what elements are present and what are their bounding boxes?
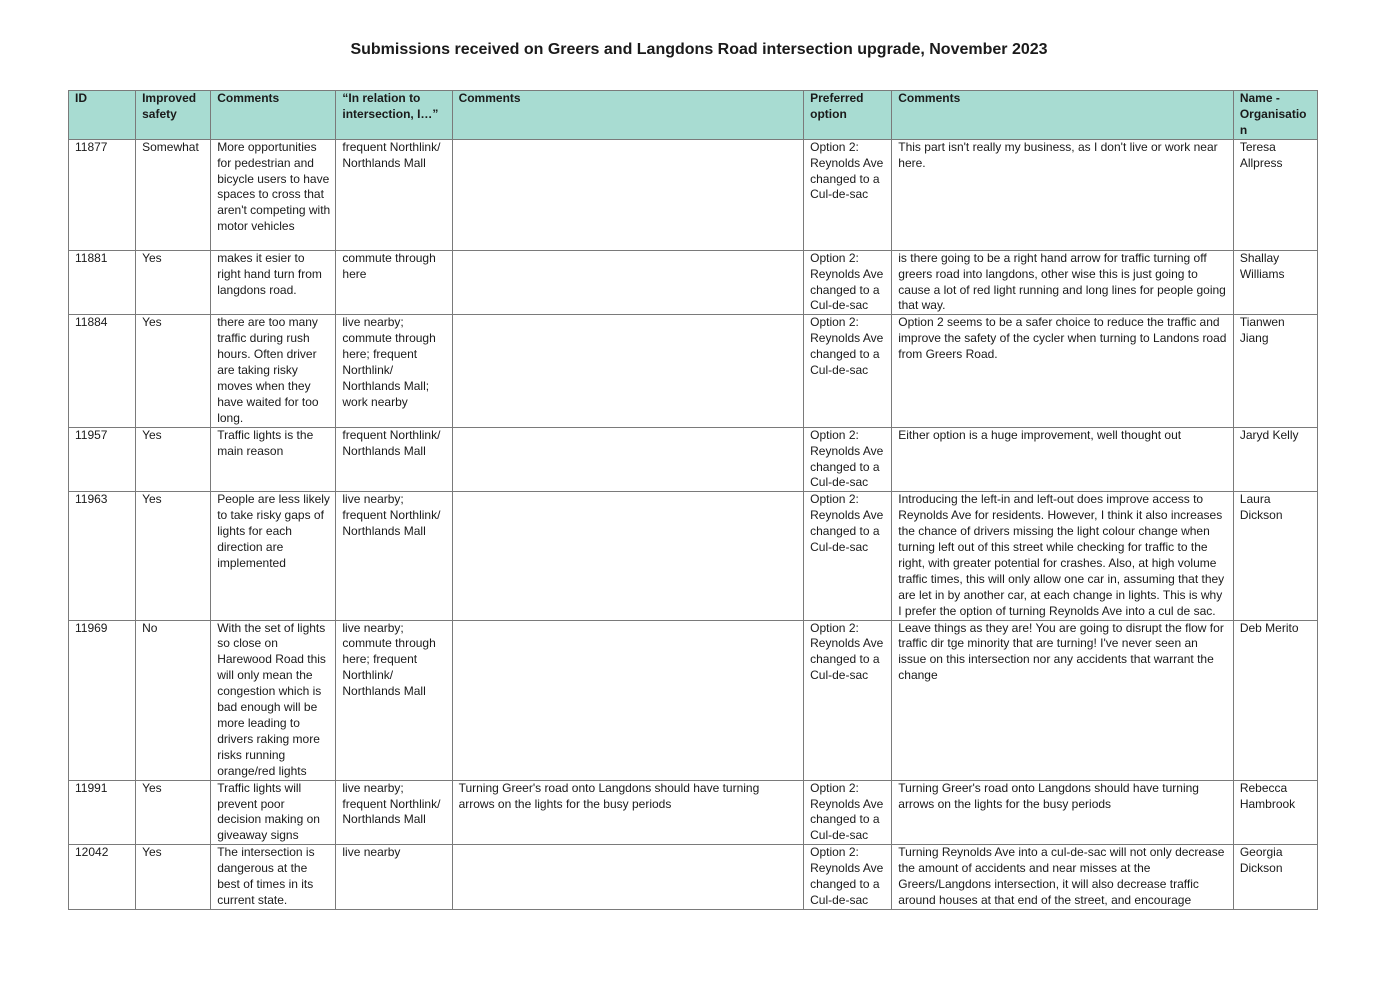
cell-id: 11969 [69,620,136,780]
cell-option: Option 2: Reynolds Ave changed to a Cul-de-sac [804,139,892,250]
cell-safety: Yes [136,315,211,427]
cell-id: 11881 [69,250,136,315]
cell-option: Option 2: Reynolds Ave changed to a Cul-de-sac [804,845,892,910]
cell-comment [452,845,804,910]
cell-option: Option 2: Reynolds Ave changed to a Cul-de-sac [804,315,892,427]
cell-comment: Traffic lights will prevent poor decision making on giveaway signs [211,780,336,845]
cell-comment [452,620,804,780]
table-row [69,492,1318,620]
cell-id: 11877 [69,139,136,250]
cell-comment: This part isn't really my business, as I don't live or work near here. [892,139,1234,250]
cell-relation: live nearby [336,845,452,910]
cell-safety: Yes [136,780,211,845]
cell-comment: The intersection is dangerous at the best of times in its current state. [211,845,336,910]
cell-safety: Somewhat [136,139,211,250]
cell-option: Option 2: Reynolds Ave changed to a Cul-de-sac [804,780,892,845]
table-row [69,780,1318,845]
cell-comment [452,250,804,315]
cell-name: Georgia Dickson [1233,845,1317,910]
cell-option: Option 2: Reynolds Ave changed to a Cul-de-sac [804,492,892,620]
cell-name: Teresa Allpress [1233,139,1317,250]
submissions-table [68,90,1318,910]
cell-name: Deb Merito [1233,620,1317,780]
cell-option: Option 2: Reynolds Ave changed to a Cul-de-sac [804,427,892,492]
cell-comment [452,427,804,492]
column-header-comments: Comments [892,91,1234,140]
cell-id: 11991 [69,780,136,845]
cell-safety: Yes [136,427,211,492]
table-row [69,315,1318,427]
cell-name: Rebecca Hambrook [1233,780,1317,845]
cell-relation: frequent Northlink/ Northlands Mall [336,427,452,492]
cell-name: Shallay Williams [1233,250,1317,315]
cell-comment: Traffic lights is the main reason [211,427,336,492]
column-header-comments: Comments [452,91,804,140]
cell-id: 11884 [69,315,136,427]
cell-comment: People are less likely to take risky gaps of lights for each direction are implemented [211,492,336,620]
header-row [69,91,1318,140]
cell-safety: Yes [136,492,211,620]
cell-comment: Introducing the left-in and left-out does improve access to Reynolds Ave for residents. However, I think it also increases the chance of drivers missing the light colour change when turning left out of this street while checking for traffic to the right, with greater potential for crashes. Also, at high volume traffic times, this will only allow one car in, assuming that they are let in by another car, at each change in lights. This is why I prefer the option of turning Reynolds Ave into a cul de sac. [892,492,1234,620]
page-title: Submissions received on Greers and Langdons Road intersection upgrade, November 2023 [350,41,1048,58]
cell-id: 11963 [69,492,136,620]
column-header-improved-safety: Improved safety [136,91,211,140]
cell-comment: Turning Greer's road onto Langdons should have turning arrows on the lights for the busy periods [892,780,1234,845]
column-header-name-organisation: Name - Organisation [1233,91,1317,140]
cell-comment: Turning Reynolds Ave into a cul-de-sac will not only decrease the amount of accidents and near misses at the Greers/Langdons intersection, it will also decrease traffic around houses at that end of the street, and encourage [892,845,1234,910]
cell-comment: there are too many traffic during rush hours. Often driver are taking risky moves when they have waited for too long. [211,315,336,427]
column-header-preferred-option: Preferred option [804,91,892,140]
cell-relation: live nearby; frequent Northlink/ Northlands Mall [336,780,452,845]
cell-relation: live nearby; frequent Northlink/ Northlands Mall [336,492,452,620]
column-header-comments: Comments [211,91,336,140]
cell-name: Tianwen Jiang [1233,315,1317,427]
cell-name: Laura Dickson [1233,492,1317,620]
cell-relation: live nearby; commute through here; frequent Northlink/ Northlands Mall; work nearby [336,315,452,427]
cell-safety: No [136,620,211,780]
cell-relation: commute through here [336,250,452,315]
cell-comment: Option 2 seems to be a safer choice to reduce the traffic and improve the safety of the cycler when turning to Landons road from Greers Road. [892,315,1234,427]
cell-option: Option 2: Reynolds Ave changed to a Cul-de-sac [804,250,892,315]
table-row [69,620,1318,780]
cell-comment: is there going to be a right hand arrow for traffic turning off greers road into langdons, other wise this is just going to cause a lot of red light running and long lines for people going that way. [892,250,1234,315]
cell-id: 11957 [69,427,136,492]
column-header-relation: “In relation to intersection, I…” [336,91,452,140]
column-header-id: ID [69,91,136,140]
table-row [69,250,1318,315]
cell-safety: Yes [136,250,211,315]
cell-comment [452,315,804,427]
cell-relation: live nearby; commute through here; frequent Northlink/ Northlands Mall [336,620,452,780]
cell-name: Jaryd Kelly [1233,427,1317,492]
cell-comment: Turning Greer's road onto Langdons should have turning arrows on the lights for the busy periods [452,780,804,845]
cell-comment: makes it esier to right hand turn from langdons road. [211,250,336,315]
cell-comment: With the set of lights so close on Harewood Road this will only mean the congestion which is bad enough will be more leading to drivers raking more risks running orange/red lights [211,620,336,780]
cell-comment [452,492,804,620]
cell-relation: frequent Northlink/ Northlands Mall [336,139,452,250]
cell-option: Option 2: Reynolds Ave changed to a Cul-de-sac [804,620,892,780]
cell-comment: More opportunities for pedestrian and bicycle users to have spaces to cross that aren't competing with motor vehicles [211,139,336,250]
cell-safety: Yes [136,845,211,910]
cell-comment [452,139,804,250]
table-row [69,139,1318,250]
cell-comment: Either option is a huge improvement, well thought out [892,427,1234,492]
table-row [69,845,1318,910]
table-row [69,427,1318,492]
cell-id: 12042 [69,845,136,910]
cell-comment: Leave things as they are! You are going to disrupt the flow for traffic dir tge minority that are turning! I've never seen an issue on this intersection nor any accidents that warrant the change [892,620,1234,780]
